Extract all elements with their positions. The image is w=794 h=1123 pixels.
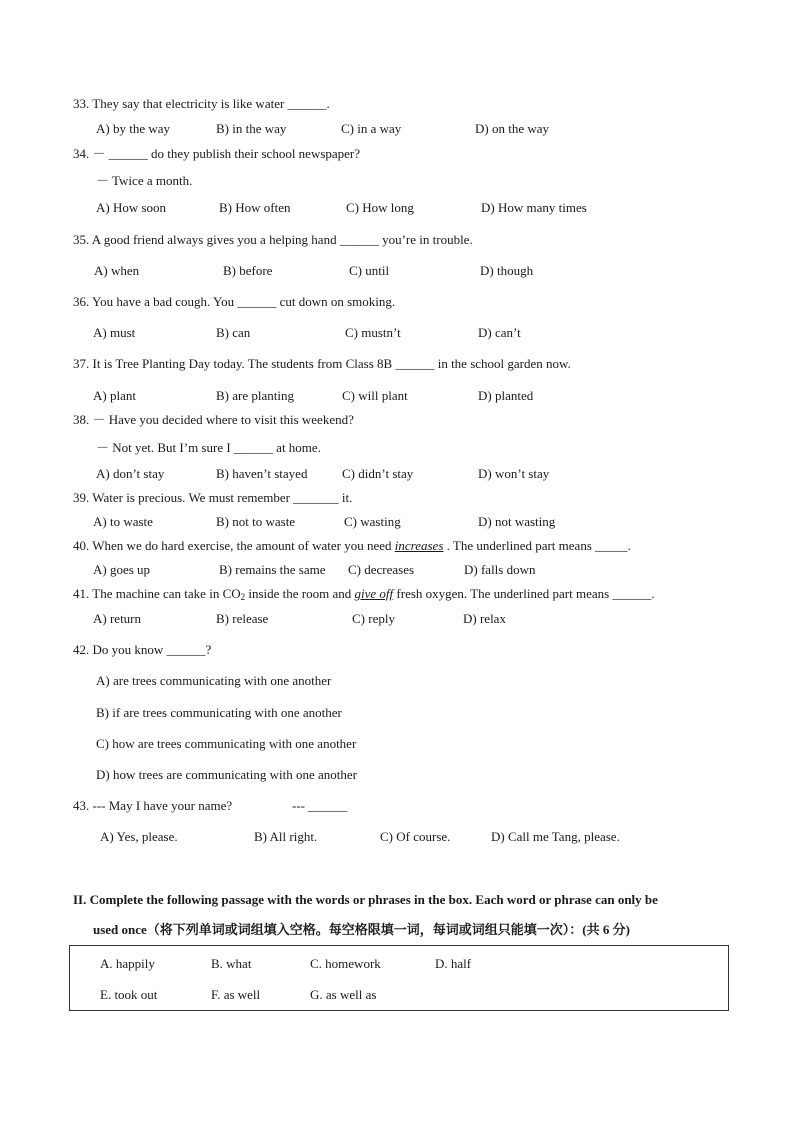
question-reply: － Twice a month. xyxy=(96,173,193,188)
word-option: A. happily xyxy=(100,956,155,971)
question-number: 36. xyxy=(73,294,90,309)
question-number: 33. xyxy=(73,96,90,111)
option-d: D) How many times xyxy=(481,200,587,215)
option-b: B) can xyxy=(216,325,251,340)
stem-part: When we do hard exercise, the amount of water you need xyxy=(92,538,395,553)
option-c: C) will plant xyxy=(342,388,408,403)
question-40 xyxy=(73,538,631,554)
option-c: C) didn’t stay xyxy=(342,466,414,481)
option-b: B) haven’t stayed xyxy=(216,466,308,481)
section-heading: II. Complete the following passage with the words or phrases in the box. Each word or phrase can only be xyxy=(73,892,658,907)
question-42 xyxy=(73,642,211,658)
option-a: A) to waste xyxy=(93,514,153,529)
option-a: A) goes up xyxy=(93,562,151,577)
question-number: 34. xyxy=(73,146,90,161)
question-stem xyxy=(92,538,631,553)
word-box xyxy=(69,945,729,1011)
option-b: B) if are trees communicating with one another xyxy=(96,705,342,720)
option-a: A) must xyxy=(93,325,136,340)
stem-part: . The underlined part means _____. xyxy=(443,538,631,553)
option-d: D) planted xyxy=(478,388,534,403)
option-d: D) relax xyxy=(463,611,506,626)
question-reply: － Not yet. But I’m sure I ______ at home. xyxy=(96,440,321,455)
section-heading-line2: used once（将下列单词或词组填入空格。每空格限填一词，每词或词组只能填一次）：(共 6 分) xyxy=(93,922,630,937)
option-b: B) in the way xyxy=(216,121,287,136)
option-b: B) are planting xyxy=(216,388,294,403)
option-a: A) by the way xyxy=(96,121,171,136)
option-d: D) how trees are communicating with one another xyxy=(96,767,357,782)
word-option: B. what xyxy=(211,956,252,971)
word-option: E. took out xyxy=(100,987,158,1002)
option-d: D) can’t xyxy=(478,325,521,340)
option-c: C) in a way xyxy=(341,121,402,136)
option-c: C) until xyxy=(349,263,390,278)
question-number: 35. xyxy=(73,232,90,247)
question-38 xyxy=(73,412,354,428)
stem-part: fresh oxygen. The underlined part means ______. xyxy=(393,586,655,601)
question-stem: Do you know ______? xyxy=(92,642,212,657)
question-36 xyxy=(73,294,395,310)
option-c: C) mustn’t xyxy=(345,325,401,340)
option-b: B) All right. xyxy=(254,829,318,844)
question-number: 38. xyxy=(73,412,90,427)
option-d: D) not wasting xyxy=(478,514,556,529)
option-b: B) release xyxy=(216,611,269,626)
underlined-word: increases xyxy=(394,538,444,553)
option-c: C) wasting xyxy=(344,514,401,529)
word-option: C. homework xyxy=(310,956,381,971)
question-stem: Water is precious. We must remember _______ it. xyxy=(92,490,353,505)
option-b: B) before xyxy=(223,263,273,278)
question-stem: They say that electricity is like water ______. xyxy=(92,96,330,111)
question-number: 42. xyxy=(73,642,90,657)
stem-part: The machine can take in CO xyxy=(92,586,241,601)
question-reply: --- ______ xyxy=(292,798,348,813)
option-b: B) remains the same xyxy=(219,562,326,577)
option-c: C) How long xyxy=(346,200,414,215)
question-stem: A good friend always gives you a helping hand ______ you’re in trouble. xyxy=(91,232,473,247)
option-b: B) not to waste xyxy=(216,514,296,529)
underlined-word: give off xyxy=(354,586,394,601)
question-37 xyxy=(73,356,571,372)
question-stem xyxy=(92,586,654,601)
question-35 xyxy=(73,232,473,248)
word-option: G. as well as xyxy=(310,987,377,1002)
question-41 xyxy=(73,586,655,605)
option-d: D) Call me Tang, please. xyxy=(491,829,620,844)
question-39 xyxy=(73,490,352,506)
word-option: D. half xyxy=(435,956,472,971)
option-d: D) though xyxy=(480,263,534,278)
question-stem: － Have you decided where to visit this weekend? xyxy=(92,412,354,427)
option-a: A) Yes, please. xyxy=(100,829,178,844)
question-34 xyxy=(73,146,360,162)
option-a: A) don’t stay xyxy=(96,466,165,481)
option-c: C) decreases xyxy=(348,562,415,577)
stem-part: inside the room and xyxy=(245,586,355,601)
option-c: C) Of course. xyxy=(380,829,451,844)
option-a: A) plant xyxy=(93,388,136,403)
option-a: A) How soon xyxy=(96,200,167,215)
question-number: 41. xyxy=(73,586,90,601)
question-number: 39. xyxy=(73,490,90,505)
option-a: A) when xyxy=(94,263,140,278)
option-d: D) won’t stay xyxy=(478,466,550,481)
option-c: C) reply xyxy=(352,611,395,626)
option-a: A) return xyxy=(93,611,142,626)
question-stem: You have a bad cough. You ______ cut down on smoking. xyxy=(92,294,396,309)
option-d: D) on the way xyxy=(475,121,550,136)
question-number: 40. xyxy=(73,538,90,553)
subscript: 2 xyxy=(240,592,246,602)
question-number: 43. xyxy=(73,798,90,813)
option-b: B) How often xyxy=(219,200,291,215)
option-c: C) how are trees communicating with one another xyxy=(96,736,357,751)
question-stem: It is Tree Planting Day today. The students from Class 8B ______ in the school garden now. xyxy=(92,356,571,371)
question-stem: --- May I have your name? xyxy=(92,798,233,813)
option-a: A) are trees communicating with one another xyxy=(96,673,332,688)
word-option: F. as well xyxy=(211,987,261,1002)
question-33 xyxy=(73,96,330,112)
question-43 xyxy=(73,798,232,814)
option-d: D) falls down xyxy=(464,562,536,577)
question-stem: － ______ do they publish their school newspaper? xyxy=(92,146,361,161)
question-number: 37. xyxy=(73,356,90,371)
